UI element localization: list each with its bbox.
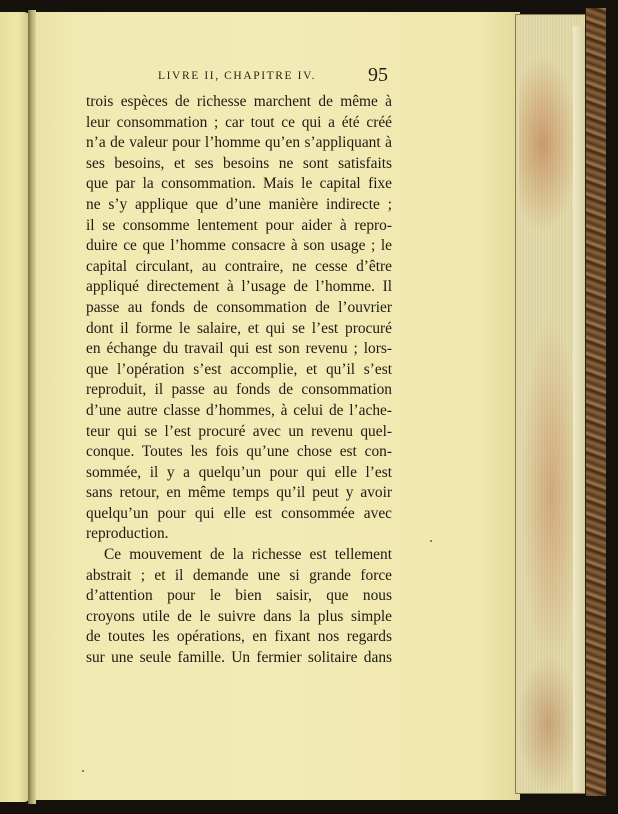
text-line: ne s’y applique que d’une manière indirecte ; (86, 195, 392, 213)
text-line: que par la consommation. Mais le capital fixe (86, 175, 392, 193)
running-head (114, 64, 388, 86)
page-number: 95 (368, 64, 388, 86)
text-line: que l’opération s’est accomplie, et qu’il s’est (86, 360, 392, 378)
text-line: reproduction. (86, 525, 169, 543)
text-line: n’a de valeur pour l’homme qu’en s’appliquant à (86, 134, 392, 152)
text-line: duire ce que l’homme consacre à son usage ; le (86, 237, 392, 255)
text-line: sur une seule famille. Un fermier solitaire dans (86, 649, 392, 667)
text-line: il se consomme lentement pour aider à repro- (86, 216, 392, 234)
text-line: sommée, il y a quelqu’un pour qui elle l’est (86, 463, 392, 481)
text-line: sans retour, en même temps qu’il peut y avoir (86, 484, 392, 502)
body-text (86, 92, 392, 669)
running-head-title: LIVRE II, CHAPITRE IV. (158, 70, 316, 82)
paper-speck (430, 540, 432, 542)
marbled-cover (585, 8, 606, 796)
text-line: d’attention pour le bien saisir, que nous (86, 587, 392, 605)
text-line: teur qui se l’est procuré avec un revenu quel- (86, 422, 392, 440)
text-line: abstrait ; et il demande une si grande force (86, 566, 392, 584)
text-line: ses besoins, et ses besoins ne sont satisfaits (86, 154, 392, 172)
text-line: d’une autre classe d’hommes, à celui de l’ache- (86, 401, 392, 419)
text-line: en échange du travail qui est son revenu ; lors- (86, 340, 392, 358)
foxing-stain (517, 654, 579, 794)
text-line: croyons utile de le suivre dans la plus simple (86, 607, 392, 625)
book-gutter (28, 10, 36, 804)
foxing-stain (519, 54, 579, 234)
text-line: conque. Toutes les fois qu’une chose est con- (86, 443, 392, 461)
text-line: dont il forme le salaire, et qui se l’est procuré (86, 319, 392, 337)
text-line: reproduit, il passe au fonds de consommation (86, 381, 392, 399)
text-line: leur consommation ; car tout ce qui a été créé (86, 113, 392, 131)
facing-page-edge (0, 12, 30, 802)
text-line: trois espèces de richesse marchent de même à (86, 93, 392, 110)
paper-speck (82, 770, 84, 772)
text-line: capital circulant, au contraire, ne cesse d’être (86, 257, 392, 275)
text-line: quelqu’un pour qui elle est consommée avec (86, 504, 392, 522)
foxing-stain (521, 314, 581, 674)
text-line: Ce mouvement de la richesse est tellement (104, 546, 392, 564)
endpaper-edge (573, 26, 585, 792)
text-line: appliqué directement à l’usage de l’homme. Il (86, 278, 392, 296)
text-line: passe au fonds de consommation de l’ouvrier (86, 298, 392, 316)
text-line: de toutes les opérations, en fixant nos regards (86, 628, 392, 646)
